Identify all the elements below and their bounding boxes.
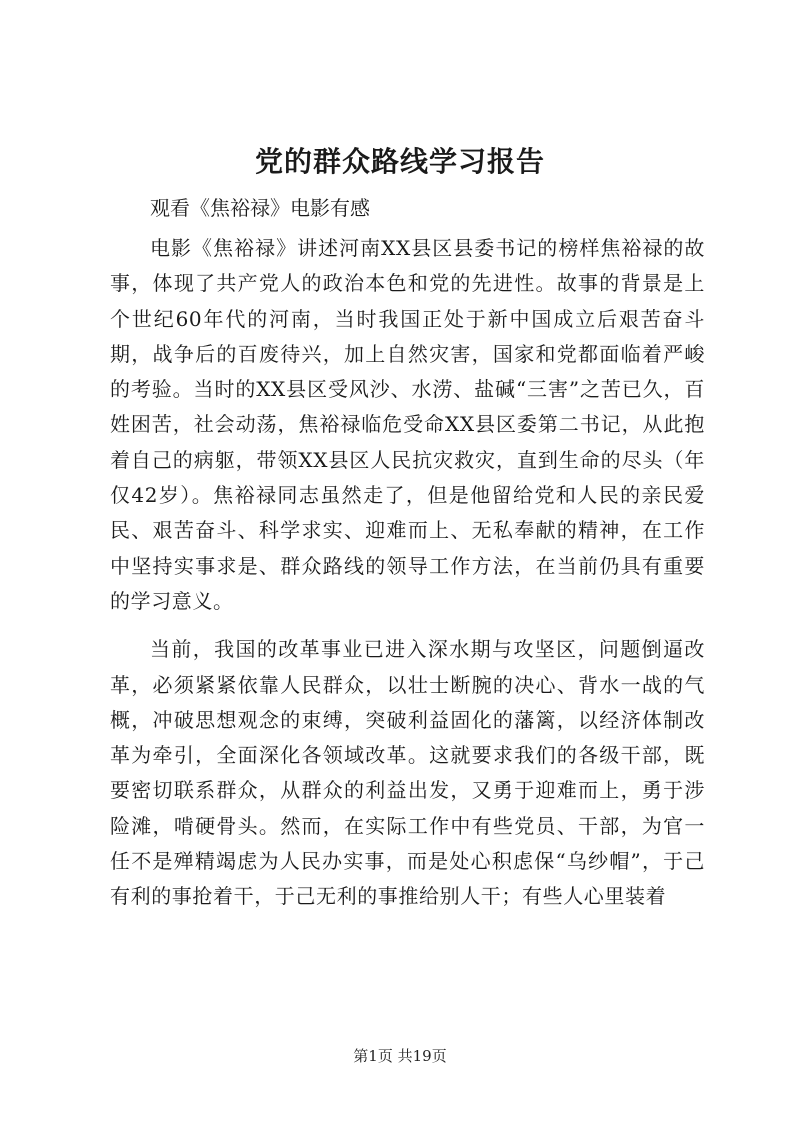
page-footer <box>0 1046 800 1066</box>
document-title: 党的群众路线学习报告 <box>254 145 545 178</box>
page-number-label: 第1页 共19页 <box>353 1047 447 1065</box>
document-subtitle: 观看《焦裕禄》电影有感 <box>150 196 370 220</box>
paragraph: 当前，我国的改革事业已进入深水期与攻坚区，问题倒逼改革，必须紧紧依靠人民群众，以壮士断腕的决心、背水一战的气概，冲破思想观念的束缚，突破利益固化的藩篱，以经济体制改革为牵引，全面深化各领域改革。这就要求我们的各级干部，既要密切联系群众，从群众的利益出发，又勇于迎难而上，勇于涉险滩，啃硬骨头。然而，在实际工作中有些党员、干部，为官一任不是殚精竭虑为人民办实事，而是处心积虑保“乌纱帽”，于己有利的事抢着干，于己无利的事推给别人干；有些人心里装着 <box>110 637 705 909</box>
document-body <box>110 231 705 915</box>
paragraph: 电影《焦裕禄》讲述河南XX县区县委书记的榜样焦裕禄的故事，体现了共产党人的政治本色和党的先进性。故事的背景是上个世纪60年代的河南，当时我国正处于新中国成立后艰苦奋斗期，战争后的百废待兴，加上自然灾害，国家和党都面临着严峻的考验。当时的XX县区受风沙、水涝、盐碱“三害”之苦已久，百姓困苦，社会动荡，焦裕禄临危受命XX县区委第二书记，从此抱着自己的病躯，带领XX县区人民抗灾救灾，直到生命的尽头（年仅42岁）。焦裕禄同志虽然走了，但是他留给党和人民的亲民爱民、艰苦奋斗、科学求实、迎难而上、无私奉献的精神，在工作中坚持实事求是、群众路线的领导工作方法，在当前仍具有重要的学习意义。 <box>110 236 705 613</box>
